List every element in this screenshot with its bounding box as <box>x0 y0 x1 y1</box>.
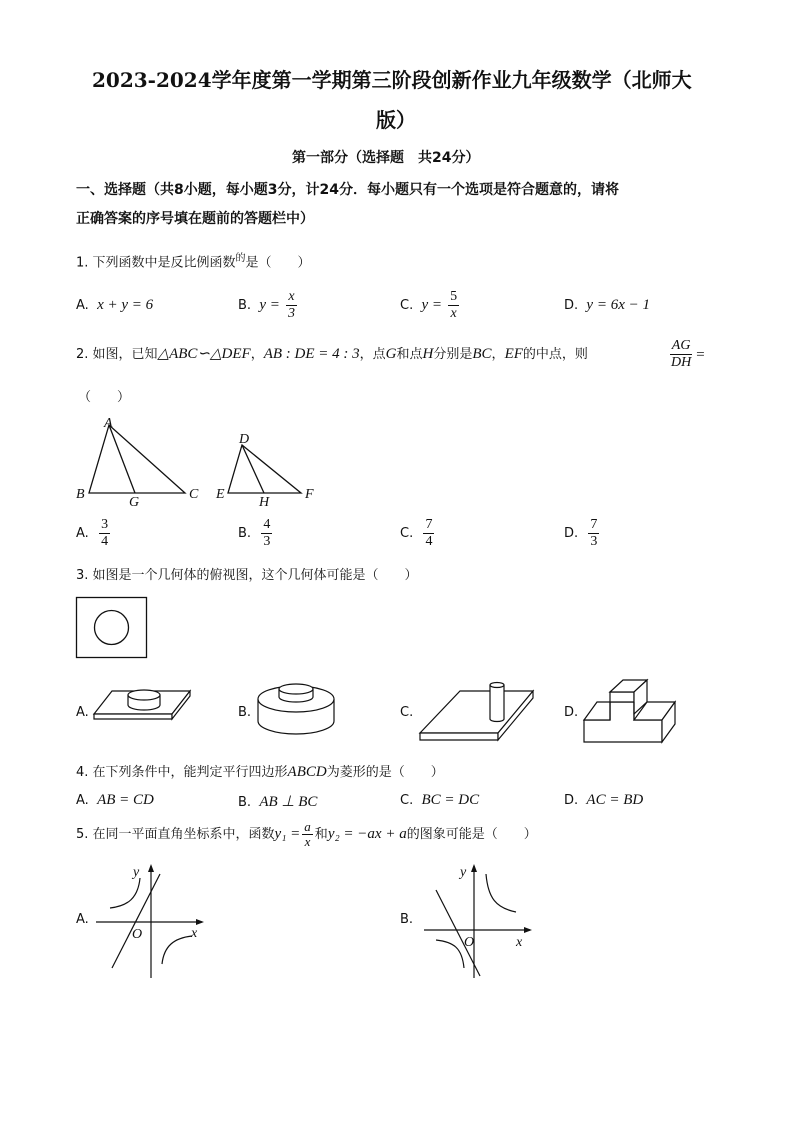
q1-stem <box>76 249 311 270</box>
option-label: C. <box>400 298 414 313</box>
fraction-denominator: 3 <box>288 306 295 321</box>
x-axis-arrow <box>196 919 204 925</box>
top-view-figure <box>76 597 148 659</box>
q2-ratio: AB : DE = 4 : 3 <box>263 346 360 362</box>
q5-y2: y₂ = −ax + a <box>327 826 407 842</box>
q5-graph-b <box>420 860 536 982</box>
q2-option-d[interactable] <box>564 517 601 550</box>
fraction-denominator: x <box>304 834 311 849</box>
top-view-circle <box>95 611 129 645</box>
q4-option-b-expr: AB ⊥ BC <box>259 794 318 810</box>
q2-stem-text: ， <box>491 347 505 362</box>
fraction-numerator: AG <box>671 338 691 353</box>
q5-stem-suffix: 的图象可能是（ ） <box>406 827 537 842</box>
q3-option-b[interactable]: B. <box>238 705 252 720</box>
fraction-numerator: 7 <box>590 517 598 532</box>
q1-option-d-expr: y = 6x − 1 <box>586 297 650 313</box>
q2-option-a[interactable] <box>76 517 112 550</box>
label-origin: O <box>464 935 475 950</box>
fraction-denominator: x <box>450 306 457 321</box>
q2-stem-text: 2. 如图，已知 <box>76 347 158 362</box>
q2-option-c[interactable] <box>400 517 436 550</box>
q3-solid-c <box>418 681 536 743</box>
fraction-denominator: 4 <box>425 534 433 549</box>
label-x: x <box>516 935 523 950</box>
q1-option-c[interactable] <box>400 289 461 322</box>
label-a: A <box>104 416 113 431</box>
option-label: B. <box>238 795 252 810</box>
q5-stem-text: 5. 在同一平面直角坐标系中，函数 <box>76 827 275 842</box>
q3-solid-b <box>256 681 336 737</box>
q4-option-d[interactable] <box>564 792 643 809</box>
label-y: y <box>133 865 140 880</box>
option-label: A. <box>76 526 89 541</box>
q1-stem-sup: 的 <box>235 253 246 264</box>
q4-stem-text: 4. 在下列条件中，能判定平行四边形 <box>76 765 288 780</box>
q2-similar-triangles: △ABC∽△DEF <box>157 346 251 362</box>
q4-stem-suffix: 为菱形的是（ ） <box>326 765 444 780</box>
x-axis-arrow <box>524 927 532 933</box>
part-heading: 第一部分（选择题 共24分） <box>292 150 480 166</box>
triangle-abc <box>89 425 185 493</box>
triangle-def <box>228 445 301 493</box>
fraction-numerator: x <box>288 289 295 304</box>
solid-c-rod-top <box>490 683 504 688</box>
q5-option-b[interactable]: B. <box>400 912 414 927</box>
fraction-numerator: 3 <box>101 517 109 532</box>
label-y: y <box>460 865 467 880</box>
fraction-denominator: 4 <box>101 534 109 549</box>
label-origin: O <box>132 927 143 942</box>
fraction-numerator: 7 <box>425 517 433 532</box>
q3-option-a[interactable]: A. <box>76 705 89 720</box>
q4-option-a-expr: AB = CD <box>97 792 154 808</box>
option-label: D. <box>564 526 579 541</box>
y-axis-arrow <box>148 864 154 872</box>
label-f: F <box>305 487 314 502</box>
q5-graph-a <box>94 860 210 982</box>
option-label: B. <box>238 298 252 313</box>
q3-solid-a <box>92 684 194 724</box>
q2-stem <box>76 343 588 363</box>
hyperbola-branch-lower-left <box>436 940 464 968</box>
document-title-line2: 版） <box>376 108 416 132</box>
q3-stem: 3. 如图是一个几何体的俯视图，这个几何体可能是（ ） <box>76 568 418 583</box>
q4-option-d-expr: AC = BD <box>586 792 644 808</box>
label-x: x <box>191 926 198 941</box>
option-label: C. <box>400 793 414 808</box>
q2-stem-text: ，点 <box>359 347 386 362</box>
fraction-numerator: 5 <box>450 289 458 304</box>
q1-option-c-lhs: y = <box>421 297 443 313</box>
q1-stem-text: 1. 下列函数中是反比例函数 <box>76 255 236 271</box>
q4-option-c[interactable] <box>400 792 479 809</box>
section-instructions-line1: 一、选择题（共8小题，每小题3分，计24分．每小题只有一个选项是符合题意的，请将 <box>76 182 619 198</box>
label-c: C <box>189 487 199 502</box>
label-g: G <box>129 495 140 510</box>
solid-c-plate-front <box>420 733 498 740</box>
segment-ag <box>109 425 135 493</box>
fraction-denominator: 3 <box>263 534 271 549</box>
q1-option-b[interactable] <box>238 289 299 322</box>
label-h: H <box>259 495 270 510</box>
label-b: B <box>76 487 85 502</box>
solid-a-plate-front <box>94 714 172 719</box>
q2-point-h: H <box>422 346 434 362</box>
q2-stem-text: 分别是 <box>433 347 473 362</box>
q5-stem <box>76 820 537 849</box>
q3-option-d[interactable]: D. <box>564 705 579 720</box>
hyperbola-branch-upper-left <box>110 878 140 908</box>
fraction-denominator: 3 <box>590 534 598 549</box>
q1-option-a[interactable] <box>76 297 153 314</box>
q2-stem-text: 的中点，则 <box>522 347 588 362</box>
q2-segment-bc: BC <box>472 346 492 362</box>
option-label: D. <box>564 793 579 808</box>
q4-stem <box>76 761 444 781</box>
q3-option-c[interactable]: C. <box>400 705 414 720</box>
fraction-numerator: 4 <box>263 517 271 532</box>
q2-stem-text: 和点 <box>396 347 423 362</box>
q4-option-a[interactable] <box>76 792 154 809</box>
q2-stem-text: ， <box>250 347 264 362</box>
q2-answer-paren: （ ） <box>78 390 131 405</box>
line-y2 <box>112 874 160 968</box>
label-d: D <box>239 432 250 447</box>
q1-option-d[interactable] <box>564 297 650 314</box>
q2-option-b[interactable] <box>238 517 274 550</box>
q2-triangles-figure <box>70 410 330 515</box>
label-e: E <box>216 487 225 502</box>
q4-option-b[interactable] <box>238 792 317 811</box>
q2-point-g: G <box>385 346 397 362</box>
line-y2 <box>436 890 480 976</box>
option-label: B. <box>238 526 252 541</box>
solid-c-rod-body <box>490 685 504 722</box>
q2-ratio-fraction <box>667 338 705 371</box>
segment-dh <box>242 445 264 493</box>
q1-option-b-lhs: y = <box>259 297 280 313</box>
equals-sign: = <box>695 347 706 363</box>
q4-abcd: ABCD <box>287 764 327 780</box>
q5-stem-text: 和 <box>314 827 328 842</box>
solid-d-left-top <box>584 702 610 720</box>
q1-option-a-expr: x + y = 6 <box>97 297 154 313</box>
solid-b-cylinder-top <box>279 684 313 694</box>
solid-a-cylinder-top <box>128 690 160 700</box>
q4-option-c-expr: BC = DC <box>421 792 480 808</box>
hyperbola-branch-lower-right <box>162 936 192 964</box>
option-label: A. <box>76 793 89 808</box>
solid-d-tower-front <box>610 692 634 702</box>
q5-option-a[interactable]: A. <box>76 912 89 927</box>
fraction-numerator: a <box>304 819 311 834</box>
q3-solid-d <box>582 678 682 744</box>
option-label: C. <box>400 526 414 541</box>
section-instructions-line2: 正确答案的序号填在题前的答题栏中） <box>76 211 314 227</box>
document-title-line1: 2023-2024学年度第一学期第三阶段创新作业九年级数学（北师大 <box>92 68 692 92</box>
q5-y1: y₁ = <box>274 826 301 842</box>
option-label: A. <box>76 298 89 313</box>
q2-segment-ef: EF <box>504 346 523 362</box>
top-view-square <box>77 598 147 658</box>
y-axis-arrow <box>471 864 477 872</box>
q1-stem-suffix: 是（ ） <box>245 255 311 271</box>
fraction-denominator: DH <box>671 355 692 370</box>
hyperbola-branch-upper-right <box>486 874 516 912</box>
option-label: D. <box>564 298 579 313</box>
